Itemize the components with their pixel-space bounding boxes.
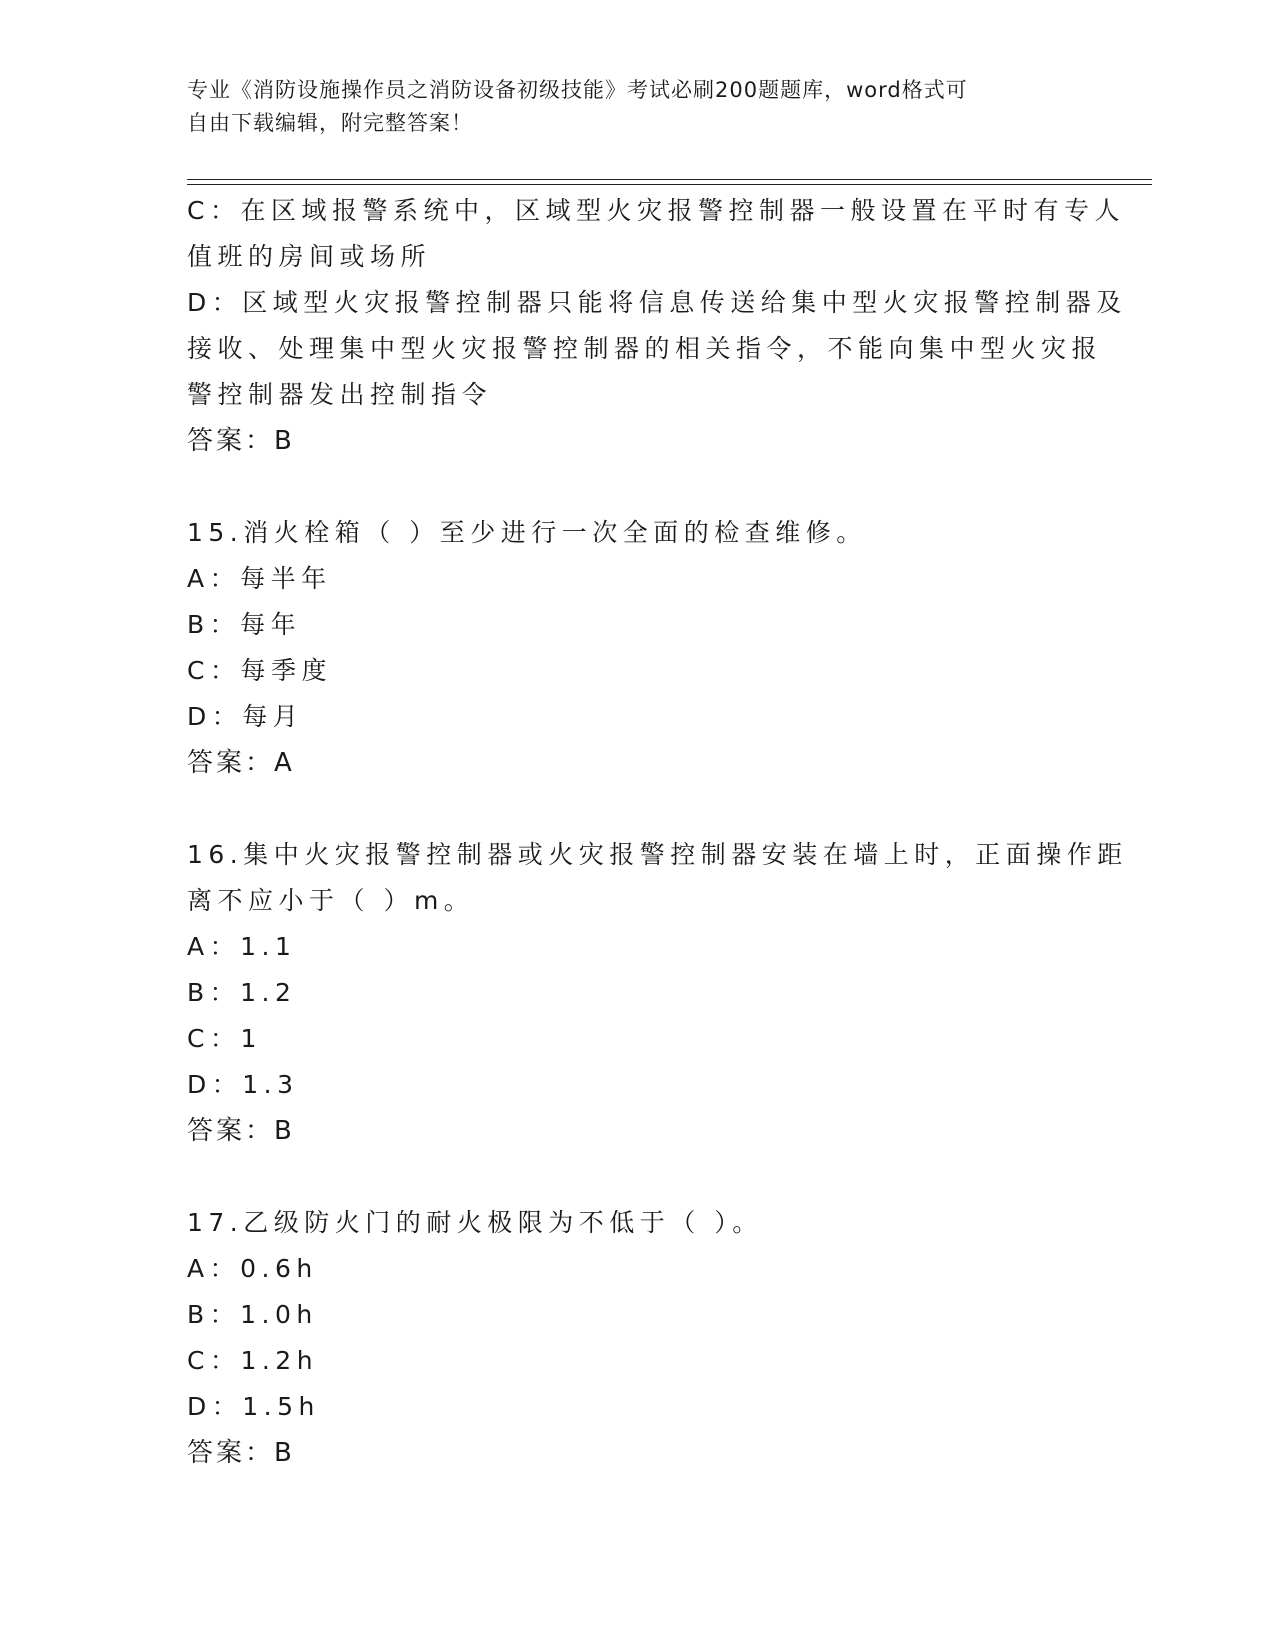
option-c-line-1: C：在区域报警系统中，区域型火灾报警控制器一般设置在平时有专人 bbox=[187, 196, 1125, 225]
option-c: C：1 bbox=[187, 1024, 262, 1053]
option-d-line-3: 警控制器发出控制指令 bbox=[187, 380, 493, 409]
option-d: D：每月 bbox=[187, 702, 304, 731]
option-d: D：1.3 bbox=[187, 1070, 299, 1099]
answer: 答案：B bbox=[187, 426, 295, 456]
header-divider-bottom bbox=[187, 184, 1152, 185]
option-a: A：每半年 bbox=[187, 564, 332, 593]
option-d-line-2: 接收、处理集中型火灾报警控制器的相关指令，不能向集中型火灾报 bbox=[187, 334, 1103, 363]
question-15 bbox=[187, 510, 1087, 786]
document-header bbox=[187, 74, 1067, 140]
answer: 答案：A bbox=[187, 748, 295, 778]
option-c: C：1.2h bbox=[187, 1346, 319, 1375]
answer: 答案：B bbox=[187, 1438, 295, 1468]
option-a: A：0.6h bbox=[187, 1254, 318, 1283]
question-stem: 17.乙级防火门的耐火极限为不低于（ ）。 bbox=[187, 1208, 763, 1237]
header-line-1: 专业《消防设施操作员之消防设备初级技能》考试必刷200题题库，word格式可 bbox=[187, 78, 968, 102]
header-divider-top bbox=[187, 179, 1152, 180]
option-b: B：每年 bbox=[187, 610, 302, 639]
question-stem: 15.消火栓箱（ ）至少进行一次全面的检查维修。 bbox=[187, 518, 867, 547]
previous-question-tail bbox=[187, 188, 1127, 464]
option-b: B：1.2 bbox=[187, 978, 297, 1007]
document-body bbox=[187, 188, 1128, 1476]
question-stem-line-2: 离不应小于（ ）m。 bbox=[187, 886, 475, 915]
question-17 bbox=[187, 1200, 1087, 1476]
option-a: A：1.1 bbox=[187, 932, 297, 961]
option-c: C：每季度 bbox=[187, 656, 332, 685]
question-stem-line-1: 16.集中火灾报警控制器或火灾报警控制器安装在墙上时，正面操作距 bbox=[187, 840, 1128, 869]
option-b: B：1.0h bbox=[187, 1300, 318, 1329]
answer: 答案：B bbox=[187, 1116, 295, 1146]
header-line-2: 自由下载编辑，附完整答案！ bbox=[187, 111, 473, 135]
option-d-line-1: D：区域型火灾报警控制器只能将信息传送给集中型火灾报警控制器及 bbox=[187, 288, 1127, 317]
option-d: D：1.5h bbox=[187, 1392, 320, 1421]
option-c-line-2: 值班的房间或场所 bbox=[187, 242, 432, 271]
question-16 bbox=[187, 832, 1128, 1154]
